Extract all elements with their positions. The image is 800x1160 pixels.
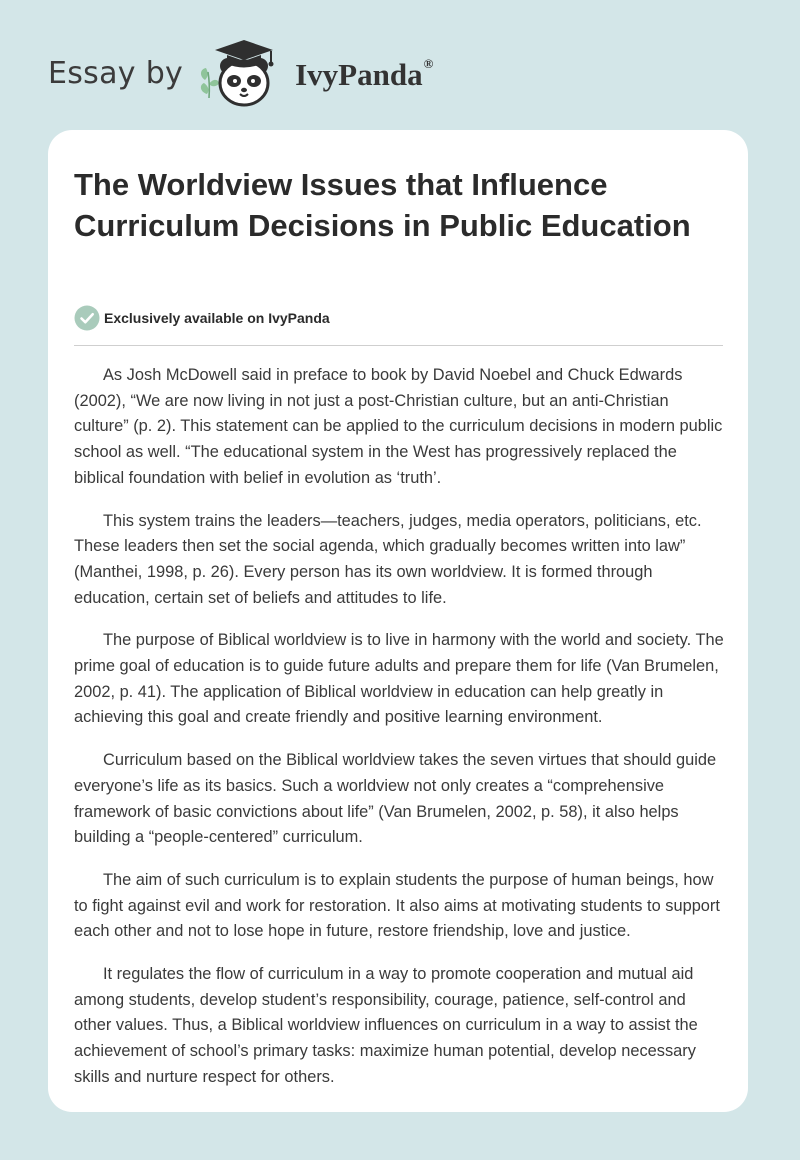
check-circle-icon [74,305,100,331]
essay-body [74,363,724,1108]
essay-by-label: Essay by [48,55,184,91]
essay-paragraph-5: The aim of such curriculum is to explain students the purpose of human beings, how to fight against evil and work for restoration. It also aims at motivating students to support each other and not to lose hope in future, restore friendship, love and justice. [74,870,720,941]
registered-mark: ® [423,55,434,71]
essay-paragraph-1: As Josh McDowell said in preface to book by David Noebel and Chuck Edwards (2002), “We are now living in not just a post-Christian culture, but an anti-Christian culture” (p. 2). This statement can be applied to the curriculum decisions in modern public school as well. “The educational system in the West has progressively replaced the biblical foundation with belief in evolution as ‘truth’. [74,366,723,487]
essay-title: The Worldview Issues that Influence Curriculum Decisions in Public Education [74,167,691,243]
exclusive-badge [74,305,330,331]
essay-paragraph-6: It regulates the flow of curriculum in a way to promote cooperation and mutual aid among students, develop student’s responsibility, courage, patience, self-control and other values. Thus, a Biblical worldview influences on curriculum in a way to assist the achievement of school’s primary tasks: maximize human potential, develop necessary skills and nurture respect for others. [74,965,698,1086]
ivypanda-brand-name[interactable] [295,57,433,93]
title-divider [74,345,723,346]
essay-paragraph-3: The purpose of Biblical worldview is to live in harmony with the world and society. The prime goal of education is to guide future adults and prepare them for life (Van Brumelen, 2002, p. 41). The application of Biblical worldview in education can help greatly in achieving this goal and create friendly and positive learning environment. [74,631,724,727]
ivypanda-panda-logo-icon[interactable] [197,36,291,110]
essay-card [48,130,748,1112]
site-header [48,36,433,110]
brand-name-text: IvyPanda [295,57,423,92]
essay-paragraph-2: This system trains the leaders—teachers, judges, media operators, politicians, etc. These leaders then set the social agenda, which gradually becomes written into law” (Manthei, 1998, p. 26). Every person has its own worldview. It is formed through education, certain set of beliefs and attitudes to life. [74,511,702,607]
essay-paragraph-4: Curriculum based on the Biblical worldview takes the seven virtues that should guide everyone’s life as its basics. Such a worldview not only creates a “comprehensive framework of basic convictions about life” (Van Brumelen, 2002, p. 58), it also helps building a “people-centered” curriculum. [74,751,717,847]
exclusive-badge-label: Exclusively available on IvyPanda [104,310,330,326]
